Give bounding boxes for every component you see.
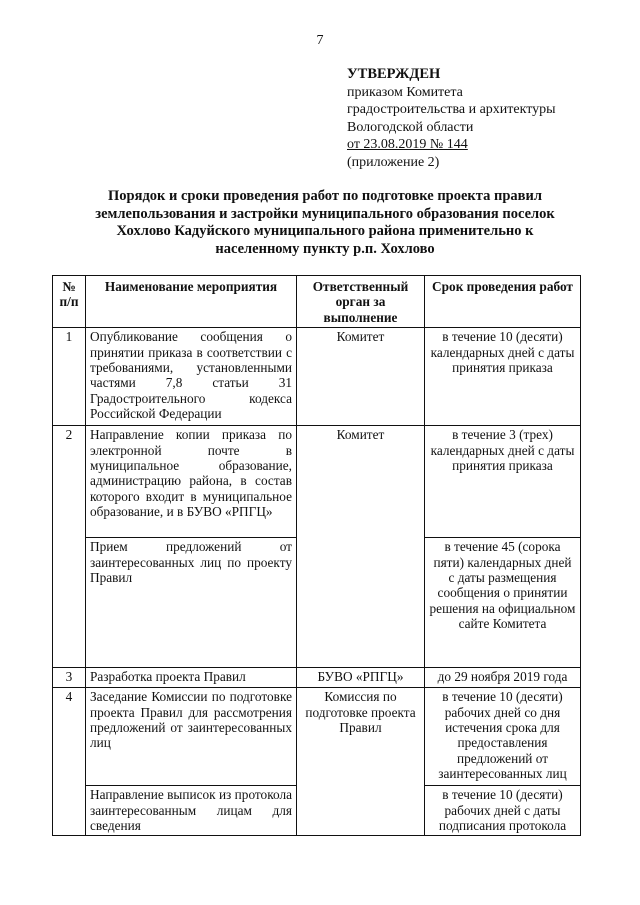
header-term: Срок проведения работ bbox=[425, 276, 581, 328]
approval-appendix: (приложение 2) bbox=[347, 154, 440, 170]
row-responsible: Комиссия по подготовке проекта Правил bbox=[297, 688, 425, 836]
row-num: 2 bbox=[53, 426, 86, 668]
row-term: в течение 3 (трех) календарных дней с даты принятия приказа bbox=[425, 426, 581, 538]
row-num: 1 bbox=[53, 328, 86, 426]
row-event: Направление выписок из протокола заинтересованным лицам для сведения bbox=[86, 786, 297, 836]
row-responsible: Комитет bbox=[297, 328, 425, 426]
row-num: 3 bbox=[53, 668, 86, 688]
row-term: в течение 45 (сорока пяти) календарных дней с даты размещения сообщения о принятии решения на официальном сайте Комитета bbox=[425, 538, 581, 668]
table-row bbox=[53, 426, 581, 538]
approval-order-date: от 23.08.2019 № 144 bbox=[347, 137, 468, 152]
row-term: в течение 10 (десяти) календарных дней с даты принятия приказа bbox=[425, 328, 581, 426]
approval-heading: УТВЕРЖДЕН bbox=[347, 66, 441, 82]
row-term: до 29 ноября 2019 года bbox=[425, 668, 581, 688]
page-number: 7 bbox=[316, 33, 324, 48]
header-responsible: Ответственный орган за выполнение bbox=[297, 276, 425, 328]
row-event: Направление копии приказа по электронной почте в муниципальное образование, администрацию района, в состав которого входит в муниципальное образование, и в БУВО «РПГЦ» bbox=[86, 426, 297, 538]
table-row bbox=[53, 688, 581, 786]
row-event: Заседание Комиссии по подготовке проекта Правил для рассмотрения предложений от заинтересованных лиц bbox=[86, 688, 297, 786]
row-num: 4 bbox=[53, 688, 86, 836]
title-line-1: Порядок и сроки проведения работ по подготовке проекта правил bbox=[108, 188, 542, 204]
approval-line-2: градостроительства и архитектуры bbox=[347, 102, 556, 117]
row-responsible: БУВО «РПГЦ» bbox=[297, 668, 425, 688]
row-term: в течение 10 (десяти) рабочих дней со дня истечения срока для предоставления предложений от заинтересованных лиц bbox=[425, 688, 581, 786]
table-header-row bbox=[53, 276, 581, 328]
row-event: Прием предложений от заинтересованных лиц по проекту Правил bbox=[86, 538, 297, 668]
row-responsible: Комитет bbox=[297, 426, 425, 668]
title-line-4: населенному пункту р.п. Хохлово bbox=[215, 240, 435, 257]
row-event: Опубликование сообщения о принятии приказа в соответствии с требованиями, установленными частями 7,8 статьи 31 Градостроительного кодекса Российской Федерации bbox=[86, 328, 297, 426]
title-line-3: Хохлово Кадуйского муниципального района применительно к bbox=[116, 223, 534, 239]
row-term: в течение 10 (десяти) рабочих дней с даты подписания протокола bbox=[425, 786, 581, 836]
title-line-2: землепользования и застройки муниципального образования поселок bbox=[95, 205, 555, 222]
approval-line-3: Вологодской области bbox=[347, 119, 474, 135]
header-num: № п/п bbox=[53, 276, 86, 328]
document-title bbox=[60, 188, 590, 258]
approval-line-1: приказом Комитета bbox=[347, 84, 463, 100]
table-row bbox=[53, 328, 581, 426]
row-event: Разработка проекта Правил bbox=[86, 668, 297, 688]
schedule-table bbox=[52, 275, 581, 836]
table-row bbox=[53, 668, 581, 688]
header-event: Наименование мероприятия bbox=[86, 276, 297, 328]
approval-stamp bbox=[347, 66, 556, 171]
